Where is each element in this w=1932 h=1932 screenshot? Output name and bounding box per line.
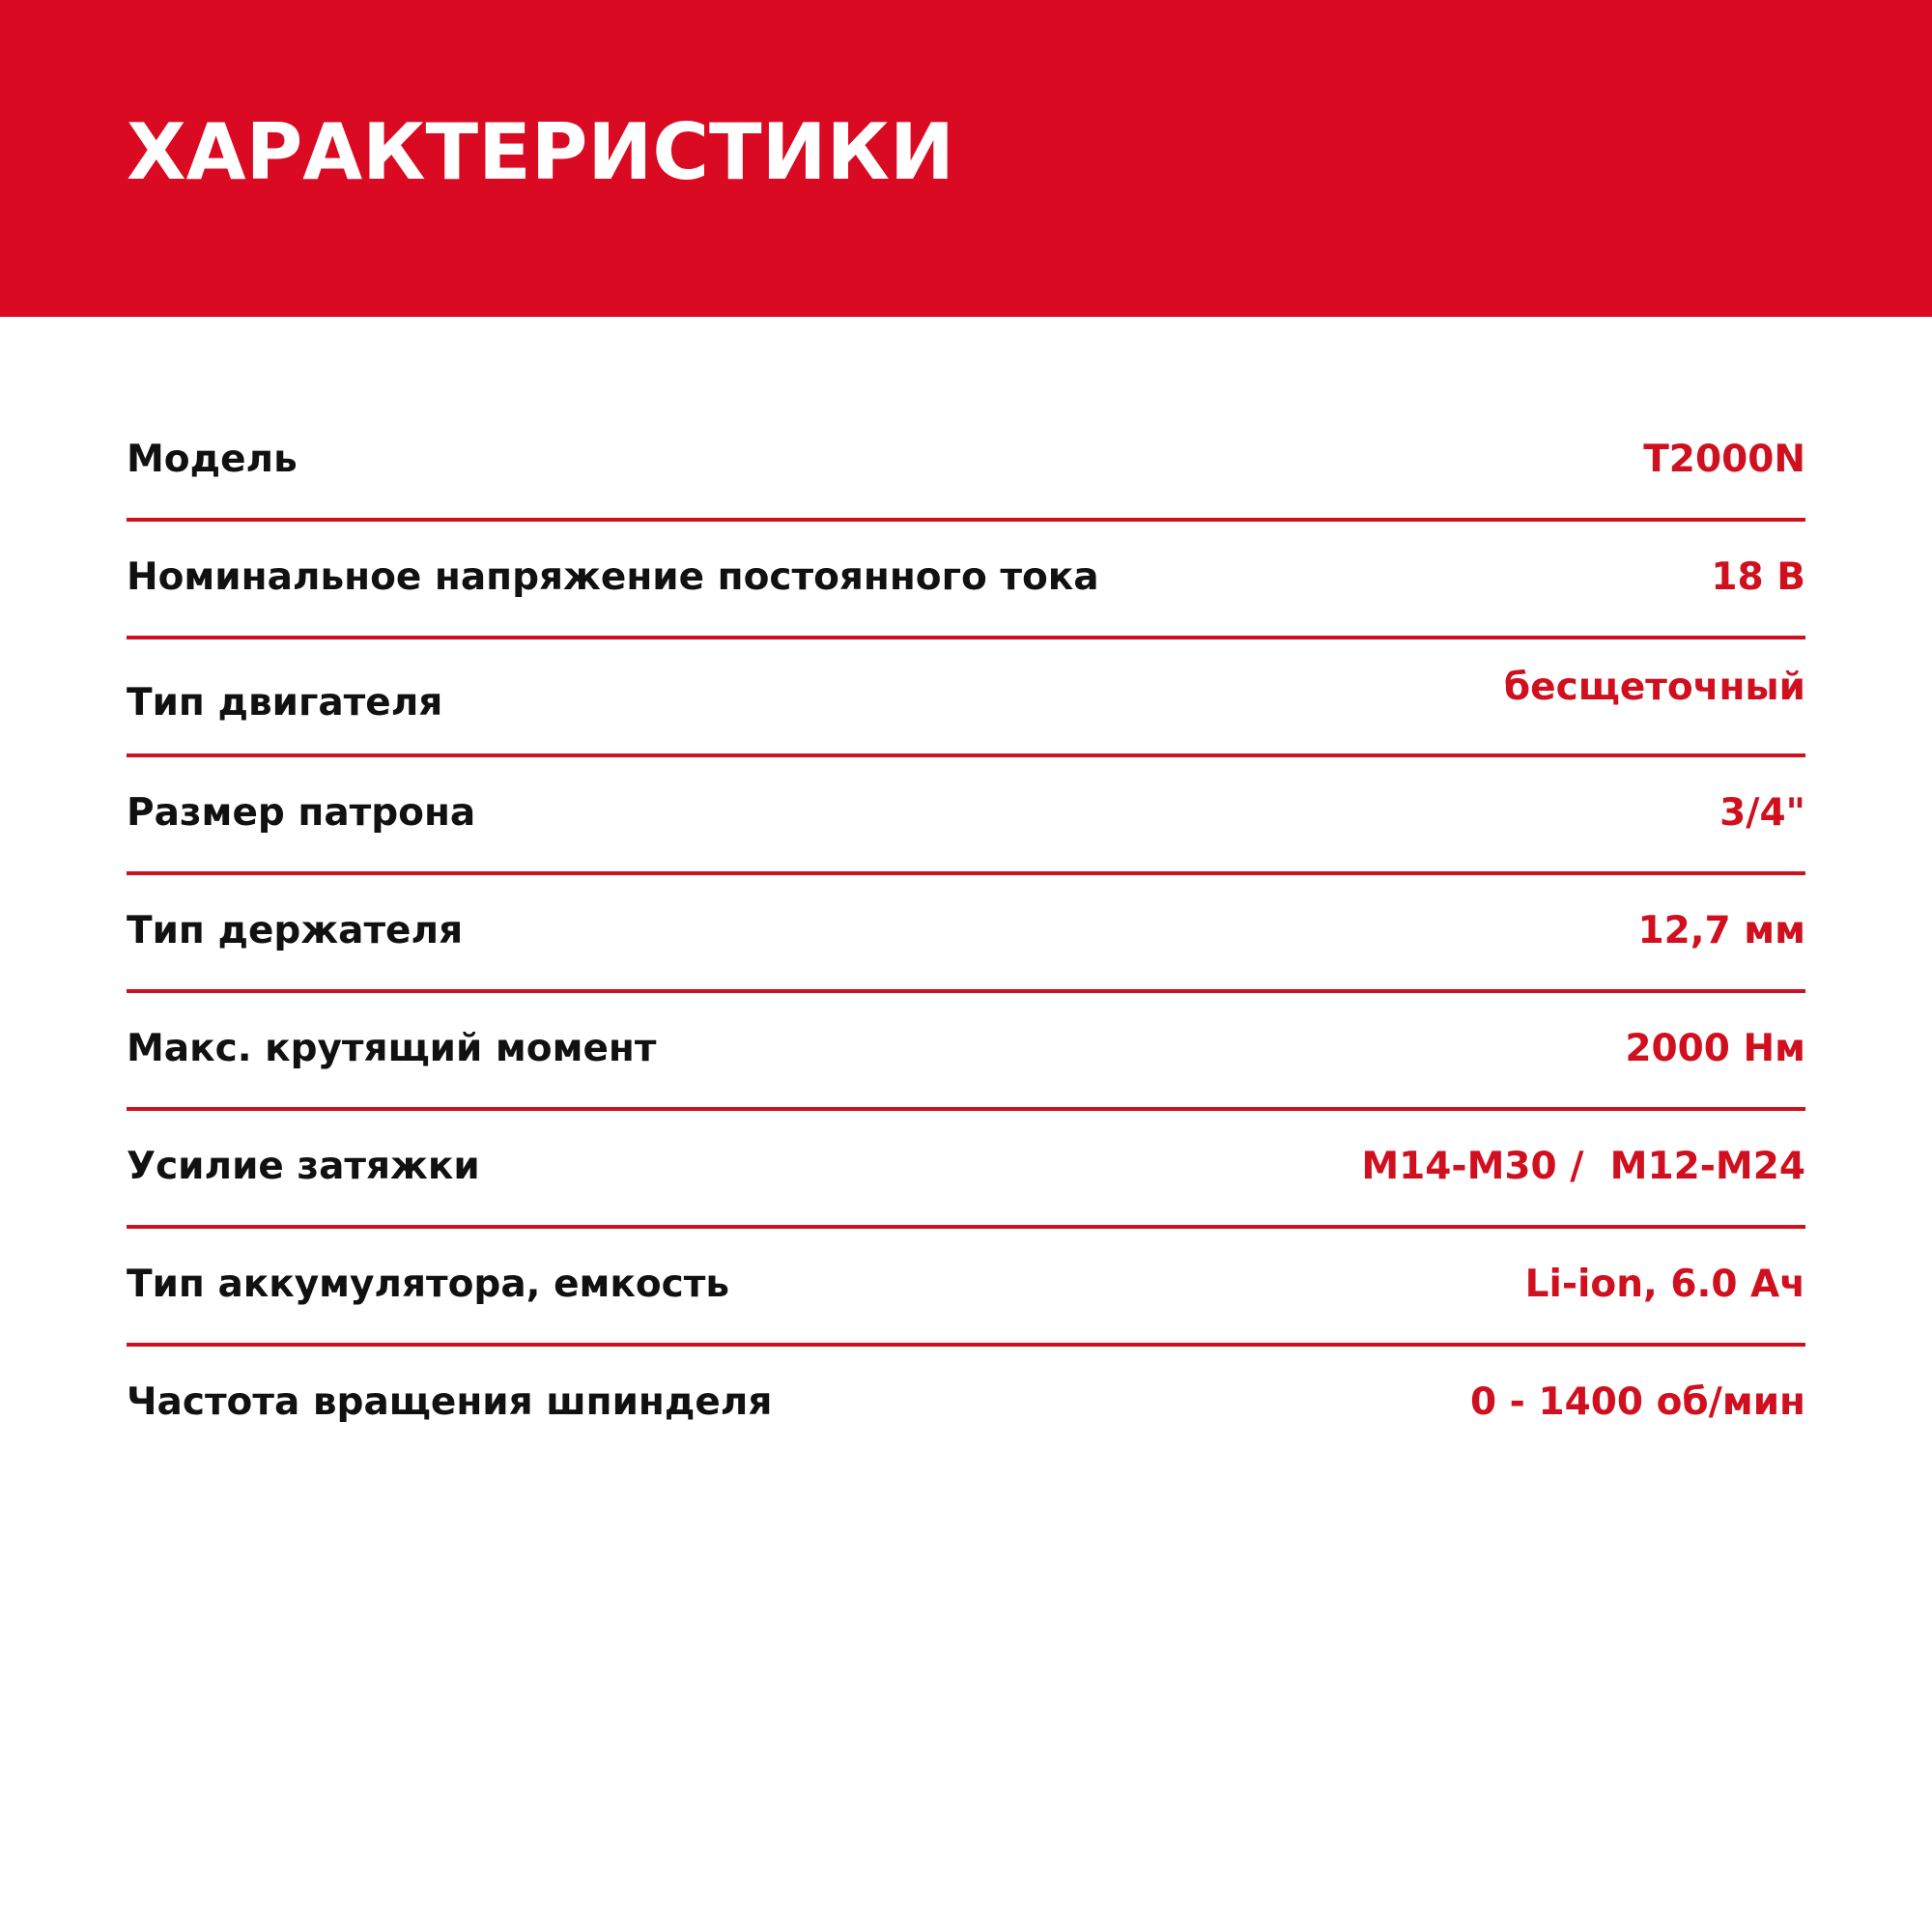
spec-value: 12,7 мм xyxy=(1637,909,1805,952)
spec-value: бесщеточный xyxy=(1503,666,1805,709)
spec-row-max-torque xyxy=(127,993,1805,1111)
spec-row-battery xyxy=(127,1229,1805,1347)
spec-table xyxy=(127,404,1805,1464)
spec-row-spindle-speed xyxy=(127,1347,1805,1464)
spec-value: Li-ion, 6.0 Ач xyxy=(1524,1263,1805,1306)
spec-label: Модель xyxy=(127,438,298,481)
spec-value: M14-M30 / M12-M24 xyxy=(1361,1145,1805,1188)
spec-value: 2000 Нм xyxy=(1625,1027,1805,1070)
spec-row-voltage xyxy=(127,522,1805,639)
spec-row-tightening xyxy=(127,1111,1805,1229)
spec-label: Тип держателя xyxy=(127,909,464,952)
spec-value: T2000N xyxy=(1643,438,1805,481)
spec-label: Размер патрона xyxy=(127,791,476,835)
header-banner xyxy=(0,0,1932,317)
spec-label: Номинальное напряжение постоянного тока xyxy=(127,555,1099,599)
spec-label: Макс. крутящий момент xyxy=(127,1027,657,1070)
spec-row-holder-type xyxy=(127,875,1805,993)
page-title: ХАРАКТЕРИСТИКИ xyxy=(127,107,954,197)
spec-label: Частота вращения шпинделя xyxy=(127,1380,773,1424)
spec-value: 0 - 1400 об/мин xyxy=(1469,1380,1805,1424)
spec-label: Тип аккумулятора, емкость xyxy=(127,1263,730,1306)
spec-label: Усилие затяжки xyxy=(127,1145,480,1188)
spec-value: 3/4" xyxy=(1719,791,1805,835)
spec-value: 18 В xyxy=(1711,555,1805,599)
spec-row-chuck-size xyxy=(127,757,1805,875)
spec-label: Тип двигателя xyxy=(127,681,443,724)
spec-row-motor-type xyxy=(127,639,1805,757)
spec-row-model xyxy=(127,404,1805,522)
